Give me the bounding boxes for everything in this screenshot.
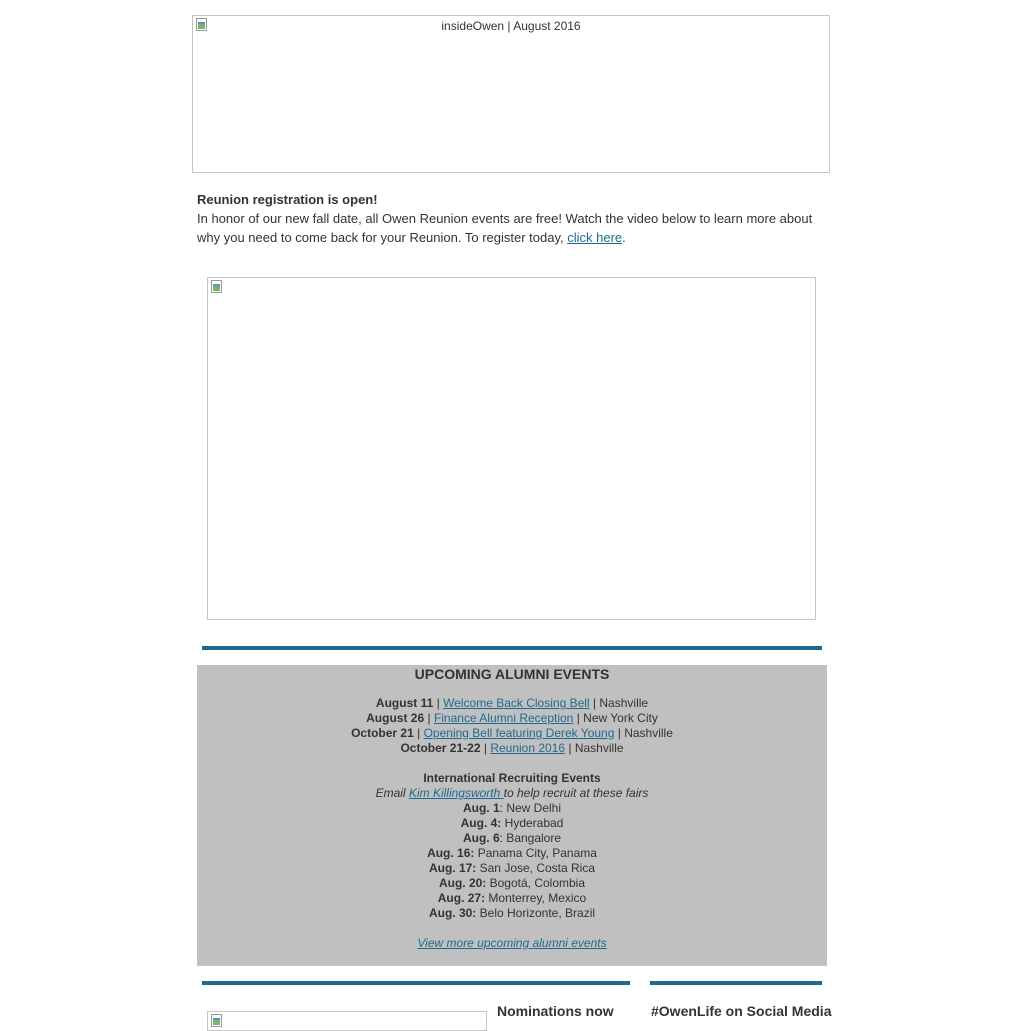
event-location: Nashville	[624, 726, 673, 740]
broken-image-icon	[210, 1014, 224, 1028]
intl-place: : New Delhi	[499, 801, 562, 815]
intl-place: San Jose, Costa Rica	[476, 861, 596, 875]
event-row	[197, 696, 827, 711]
intl-date: Aug. 27:	[437, 891, 486, 905]
intl-date: Aug. 1	[462, 801, 500, 815]
intl-heading: International Recruiting Events	[423, 771, 601, 785]
event-location: Nashville	[599, 696, 649, 710]
event-row	[197, 741, 827, 756]
intl-date: Aug. 4:	[460, 816, 502, 830]
header-image-alt-text: insideOwen | August 2016	[441, 19, 581, 33]
international-events	[197, 771, 827, 921]
event-link[interactable]: Welcome Back Closing Bell	[443, 696, 590, 710]
intl-date: Aug. 16:	[427, 846, 475, 860]
reunion-video-image[interactable]	[207, 277, 816, 620]
event-separator: |	[424, 711, 434, 725]
event-link[interactable]: Reunion 2016	[490, 741, 566, 755]
intl-place: Monterrey, Mexico	[485, 891, 587, 905]
section-divider	[202, 646, 822, 650]
intl-row	[197, 876, 827, 891]
event-date: October 21	[351, 726, 414, 740]
event-separator: |	[433, 696, 444, 710]
intl-place: Hyderabad	[501, 816, 564, 830]
intl-date: Aug. 20:	[438, 876, 487, 890]
intl-date: Aug. 17:	[428, 861, 477, 875]
events-heading: UPCOMING ALUMNI EVENTS	[414, 666, 610, 682]
intl-row	[197, 801, 827, 816]
email-suffix: to help recruit at these fairs	[503, 786, 649, 800]
event-separator: |	[614, 726, 625, 740]
event-date: August 11	[375, 696, 434, 710]
intl-row	[197, 846, 827, 861]
section-divider	[202, 981, 630, 985]
event-link[interactable]: Finance Alumni Reception	[433, 711, 574, 725]
header-banner-image	[192, 15, 830, 173]
intl-place: : Bangalore	[499, 831, 562, 845]
intl-place: Bogotá, Colombia	[486, 876, 586, 890]
event-row	[197, 726, 827, 741]
broken-image-icon	[210, 280, 224, 294]
social-media-title: #OwenLife on Social Media	[651, 1003, 832, 1019]
event-location: New York City	[583, 711, 658, 725]
reunion-body-end: .	[622, 230, 626, 245]
reunion-body: In honor of our new fall date, all Owen Reunion events are free! Watch the video below to learn more about why you need to come back for your Reunion. To register today,	[197, 211, 813, 245]
event-location: Nashville	[574, 741, 624, 755]
intl-date: Aug. 6	[462, 831, 500, 845]
section-divider	[650, 981, 822, 985]
view-more-events-link[interactable]: View more upcoming alumni events	[417, 936, 607, 950]
register-link[interactable]: click here	[567, 230, 623, 245]
event-separator: |	[589, 696, 600, 710]
event-date: October 21-22	[400, 741, 481, 755]
more-events	[197, 936, 827, 951]
intl-row	[197, 861, 827, 876]
reunion-intro	[197, 190, 823, 247]
intl-row	[197, 831, 827, 846]
email-contact-link[interactable]: Kim Killingsworth	[408, 786, 504, 800]
event-separator: |	[413, 726, 424, 740]
intl-place: Belo Horizonte, Brazil	[476, 906, 596, 920]
alumni-events-list	[197, 696, 827, 756]
intl-date: Aug. 30:	[428, 906, 477, 920]
intl-place: Panama City, Panama	[474, 846, 597, 860]
event-separator: |	[565, 741, 575, 755]
event-separator: |	[480, 741, 491, 755]
nominations-image[interactable]	[207, 1011, 487, 1031]
event-separator: |	[573, 711, 584, 725]
intl-row	[197, 891, 827, 906]
event-link[interactable]: Opening Bell featuring Derek Young	[423, 726, 615, 740]
intl-row	[197, 906, 827, 921]
email-prefix: Email	[375, 786, 409, 800]
reunion-title: Reunion registration is open!	[197, 192, 378, 207]
intl-row	[197, 816, 827, 831]
event-row	[197, 711, 827, 726]
event-date: August 26	[366, 711, 425, 725]
nominations-title: Nominations now	[497, 1003, 614, 1019]
upcoming-events-panel	[197, 665, 827, 966]
